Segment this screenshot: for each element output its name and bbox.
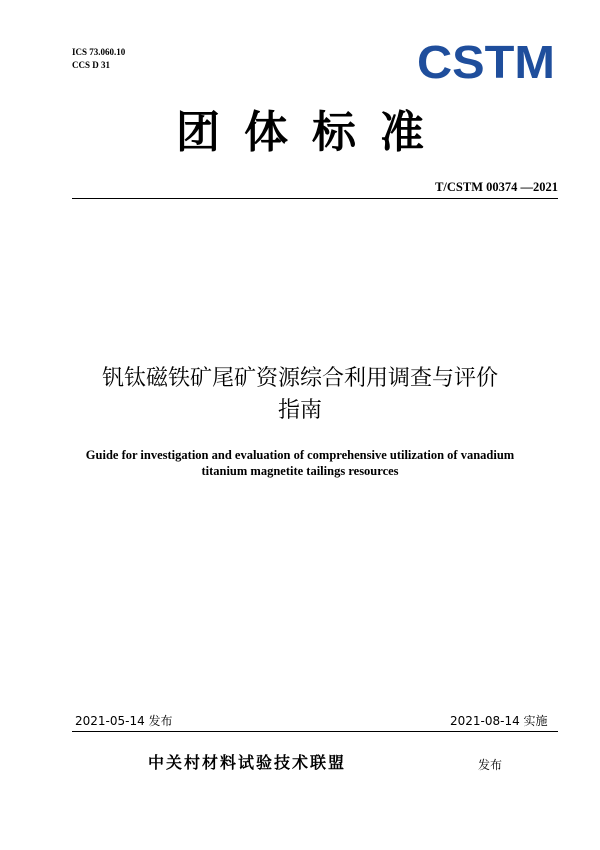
publish-label: 发布 [478,758,503,772]
logo-text: CSTM [417,40,555,82]
english-title-line-2: titanium magnetite tailings resources [201,464,399,478]
document-category: 团体标准 [176,107,448,158]
cstm-logo [416,40,556,82]
ics-code: ICS 73.060.10 [72,47,126,57]
classification-codes [72,46,125,72]
publishing-organization: 中关村材料试验技术联盟 [148,753,347,772]
chinese-title-line-1: 钒钛磁铁矿尾矿资源综合利用调查与评价 [101,366,498,391]
chinese-title-line-2: 指南 [277,398,322,423]
footer-divider [72,731,558,732]
header-divider [72,198,558,199]
english-title-line-1: Guide for investigation and evaluation of comprehensive utilization of vanadium [85,448,515,462]
standard-number: T/CSTM 00374 —2021 [435,180,558,194]
ccs-code: CCS D 31 [72,60,111,70]
release-date: 2021-05-14 发布 [75,714,173,728]
implementation-date: 2021-08-14 实施 [450,714,548,728]
